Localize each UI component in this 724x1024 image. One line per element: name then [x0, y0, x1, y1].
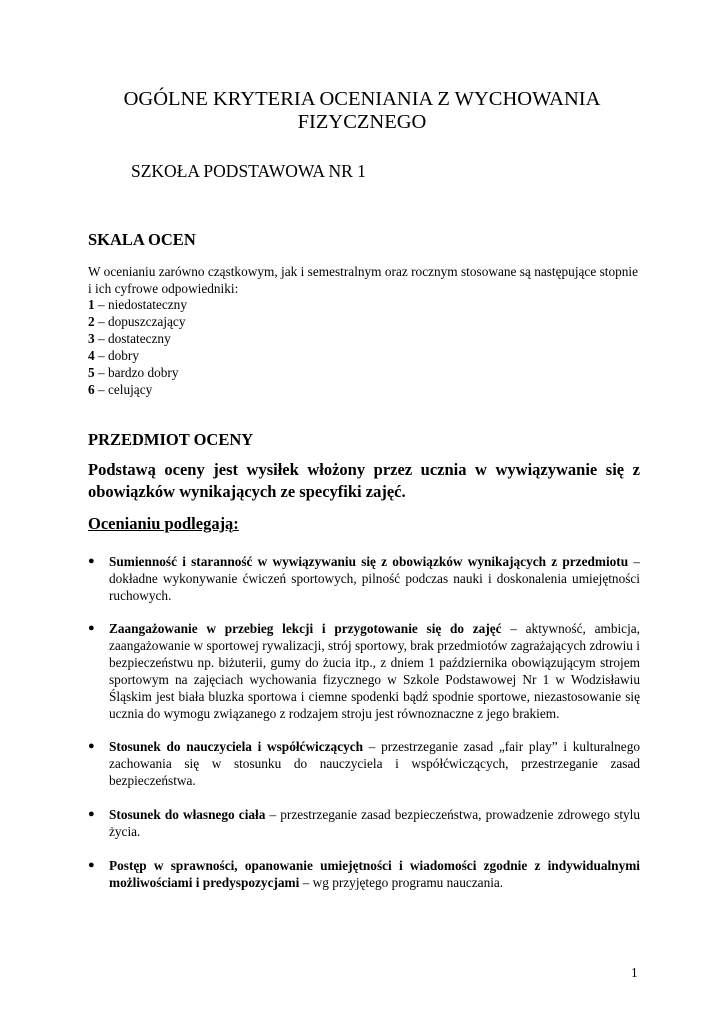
grade-digit: 3 — [88, 331, 95, 346]
grade-label: – dobry — [97, 348, 139, 363]
criterion-title: Stosunek do nauczyciela i współćwiczących — [109, 739, 364, 754]
criterion-title: Stosunek do własnego ciała — [109, 807, 266, 822]
bullet-icon: ● — [88, 555, 95, 567]
criterion-item — [88, 620, 640, 722]
grade-digit: 1 — [88, 297, 95, 312]
grade-label: – celujący — [97, 382, 153, 397]
bullet-icon: ● — [88, 808, 95, 820]
grade-label: – niedostateczny — [97, 297, 187, 312]
criterion-title: Zaangażowanie w przebieg lekcji i przygotowanie się do zajęć — [109, 621, 502, 636]
grade-digit: 4 — [88, 348, 95, 363]
criterion-description: – wg przyjętego programu nauczania. — [299, 875, 504, 890]
assessed-items-subheading: Ocenianiu podlegają: — [88, 514, 239, 533]
criterion-title: Postęp w sprawności, opanowanie umiejętności i wiadomości zgodnie z indywidualnymi możliwościami i predyspozycjami — [109, 858, 640, 890]
criterion-description: – przestrzeganie zasad bezpieczeństwa, prowadzenie zdrowego stylu życia. — [109, 807, 640, 839]
bullet-icon: ● — [88, 622, 95, 634]
grade-item — [88, 364, 187, 381]
grading-scale-heading: SKALA OCEN — [88, 230, 196, 249]
grade-item — [88, 347, 187, 364]
grade-item — [88, 330, 187, 347]
grade-label: – dostateczny — [97, 331, 171, 346]
criterion-item — [88, 553, 640, 604]
grade-item — [88, 296, 187, 313]
assessment-subject-heading: PRZEDMIOT OCENY — [88, 430, 254, 449]
grade-digit: 2 — [88, 314, 95, 329]
criterion-item — [88, 806, 640, 840]
document-title: OGÓLNE KRYTERIA OCENIANIA Z WYCHOWANIA FIZYCZNEGO — [123, 88, 601, 133]
school-name: SZKOŁA PODSTAWOWA NR 1 — [131, 161, 366, 181]
criterion-description: – przestrzeganie zasad „fair play” i kulturalnego zachowania się w stosunku do nauczyciela i współćwiczących, przestrzeganie zasad bezpieczeństwa. — [109, 739, 640, 788]
page-number: 1 — [631, 965, 638, 980]
grade-list — [88, 296, 187, 398]
grade-digit: 6 — [88, 382, 95, 397]
grade-label: – dopuszczający — [97, 314, 186, 329]
grade-item — [88, 313, 187, 330]
grade-label: – bardzo dobry — [97, 365, 179, 380]
criterion-description: – aktywność, ambicja, zaangażowanie w sportowej rywalizacji, strój sportowy, brak przedmiotów zagrażających zdrowiu i bezpieczeństwu np. biżuterii, gumy do żucia itp., z dniem 1 października obowiązującym strojem sportowym na zajęciach wychowania fizycznego w Szkole Podstawowej Nr 1 w Wodzisławiu Śląskim jest biała bluzka sportowa i ciemne spodenki bądź spodnie sportowe, niezastosowanie się ucznia do wymogu związanego z rodzajem stroju jest równoznaczne z jego brakiem. — [109, 621, 640, 721]
criterion-item — [88, 857, 640, 891]
grade-digit: 5 — [88, 365, 95, 380]
criteria-list — [88, 553, 640, 891]
criterion-item — [88, 738, 640, 789]
bullet-icon: ● — [88, 740, 95, 752]
criterion-description: – dokładne wykonywanie ćwiczeń sportowych, pilność podczas nauki i doskonalenia umiejętności ruchowych. — [109, 554, 640, 603]
grade-item — [88, 381, 187, 398]
grading-scale-intro: W ocenianiu zarówno cząstkowym, jak i semestralnym oraz rocznym stosowane są następujące stopnie i ich cyfrowe odpowiedniki: — [88, 264, 638, 296]
criterion-title: Sumienność i staranność w wywiązywaniu się z obowiązków wynikających z przedmiotu — [109, 554, 629, 569]
bullet-icon: ● — [88, 859, 95, 871]
assessment-basis-statement: Podstawą oceny jest wysiłek włożony przez ucznia w wywiązywanie się z obowiązków wynikających ze specyfiki zajęć. — [88, 460, 640, 501]
